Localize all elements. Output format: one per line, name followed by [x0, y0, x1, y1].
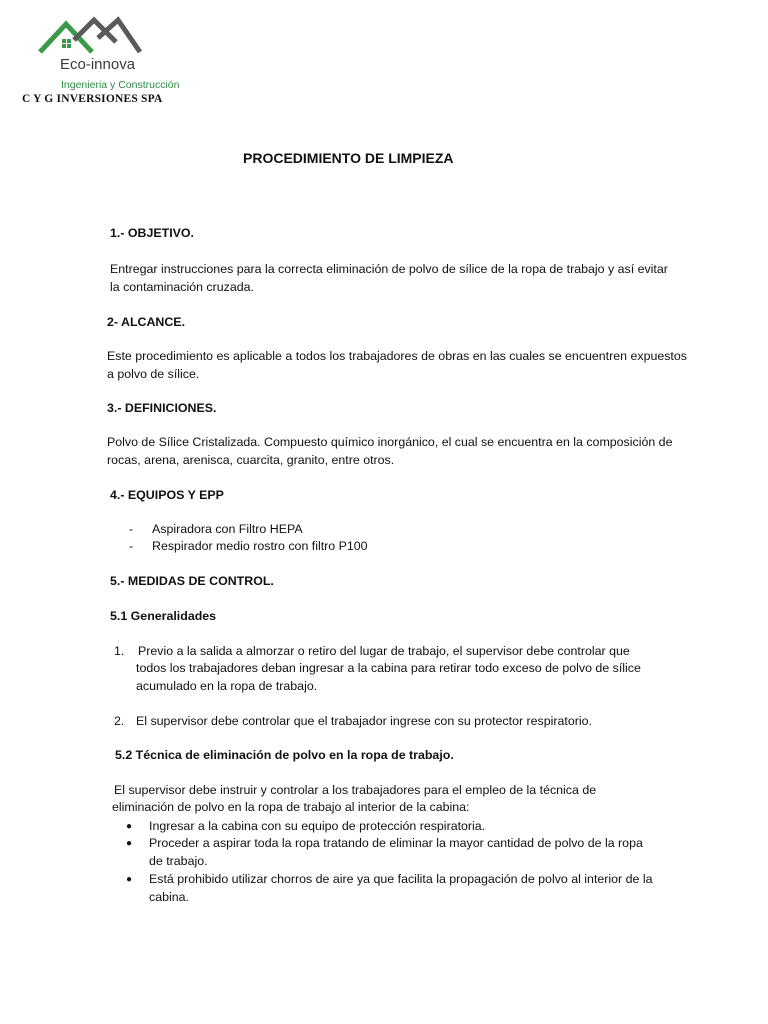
equipos-item: Aspiradora con Filtro HEPA: [152, 522, 303, 536]
subsection-heading-generalidades: 5.1 Generalidades: [110, 609, 217, 623]
definiciones-line: rocas, arena, arenisca, cuarcita, granito, entre otros.: [107, 453, 395, 467]
objetivo-line: la contaminación cruzada.: [110, 280, 254, 294]
generalidades-item-line: acumulado en la ropa de trabajo.: [136, 679, 318, 693]
alcance-line: Este procedimiento es aplicable a todos los trabajadores de obras en las cuales se encuentren expuestos: [107, 349, 687, 363]
bullet-marker: ●: [126, 838, 133, 849]
section-heading-objetivo: 1.- OBJETIVO.: [110, 226, 194, 240]
tecnica-bullet-line: cabina.: [149, 890, 189, 904]
tecnica-bullet-line: Ingresar a la cabina con su equipo de protección respiratoria.: [149, 819, 486, 833]
section-heading-alcance: 2- ALCANCE.: [107, 315, 186, 329]
section-heading-medidas: 5.- MEDIDAS DE CONTROL.: [110, 574, 274, 588]
bullet-marker: ●: [126, 874, 133, 885]
company-name: C Y G INVERSIONES SPA: [22, 93, 163, 105]
definiciones-line: Polvo de Sílice Cristalizada. Compuesto químico inorgánico, el cual se encuentra en la composición de: [107, 435, 673, 449]
generalidades-item-line: Previo a la salida a almorzar o retiro del lugar de trabajo, el supervisor debe controlar que: [138, 644, 630, 658]
tecnica-intro-line: eliminación de polvo en la ropa de trabajo al interior de la cabina:: [112, 800, 470, 814]
generalidades-item-line: todos los trabajadores deban ingresar a la cabina para retirar todo exceso de polvo de sílice: [136, 661, 641, 675]
tecnica-bullet-line: Proceder a aspirar toda la ropa tratando de eliminar la mayor cantidad de polvo de la ropa: [149, 836, 643, 850]
equipos-item: Respirador medio rostro con filtro P100: [152, 539, 368, 553]
alcance-line: a polvo de sílice.: [107, 367, 200, 381]
objetivo-line: Entregar instrucciones para la correcta eliminación de polvo de sílice de la ropa de trabajo y así evitar: [110, 262, 668, 276]
tecnica-intro-line: El supervisor debe instruir y controlar a los trabajadores para el empleo de la técnica de: [114, 783, 597, 797]
brand-name: Eco-innova: [60, 56, 136, 73]
list-number: 1.: [114, 644, 125, 658]
dash-marker: -: [129, 539, 134, 553]
section-heading-definiciones: 3.- DEFINICIONES.: [107, 401, 217, 415]
tecnica-bullet-line: Está prohibido utilizar chorros de aire ya que facilita la propagación de polvo al interior de la: [149, 872, 653, 886]
document-title: PROCEDIMIENTO DE LIMPIEZA: [243, 150, 454, 166]
brand-tagline: Ingenieria y Construcción: [61, 79, 180, 91]
section-heading-equipos: 4.- EQUIPOS Y EPP: [110, 488, 224, 502]
list-number: 2.: [114, 714, 125, 728]
subsection-heading-tecnica: 5.2 Técnica de eliminación de polvo en la ropa de trabajo.: [115, 748, 454, 762]
dash-marker: -: [129, 522, 134, 536]
bullet-marker: ●: [126, 821, 133, 832]
generalidades-item-line: El supervisor debe controlar que el trabajador ingrese con su protector respiratorio.: [136, 714, 592, 728]
tecnica-bullet-line: de trabajo.: [149, 854, 208, 868]
